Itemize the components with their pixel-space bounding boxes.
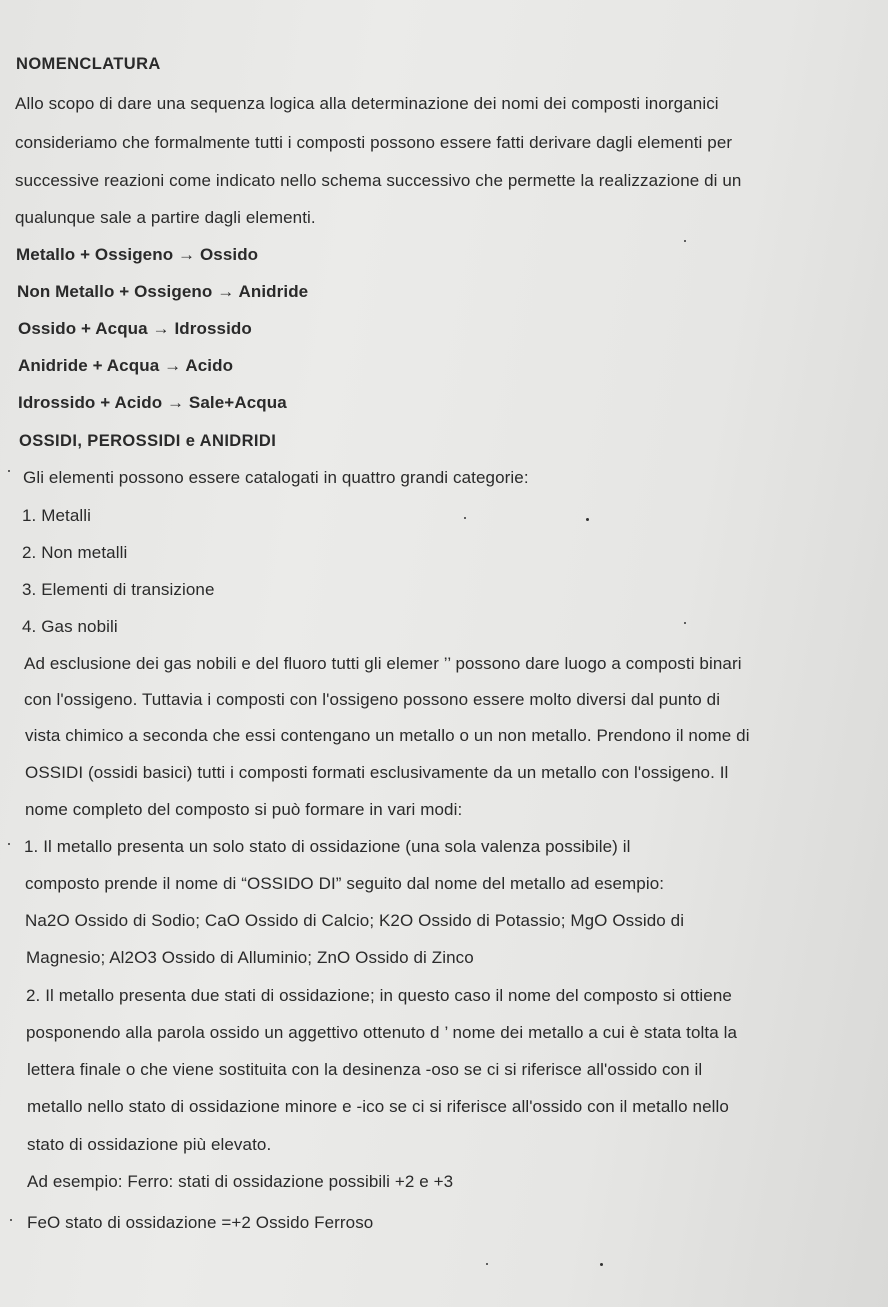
rule2-line: 2. Il metallo presenta due stati di ossidazione; in questo caso il nome del composto si ottiene xyxy=(26,986,732,1005)
rule2-line: posponendo alla parola ossido un aggettivo ottenuto d ’ nome dei metallo a cui è stata tolta la xyxy=(26,1023,738,1042)
reaction-line: Idrossido + Acido → Sale+Acqua xyxy=(18,393,287,412)
paper-speck xyxy=(10,1219,12,1221)
reaction-line: Anidride + Acqua → Acido xyxy=(18,356,234,375)
paragraph-line: con l'ossigeno. Tuttavia i composti con l'ossigeno possono essere molto diversi dal punto di xyxy=(24,690,721,709)
rule2-line: metallo nello stato di ossidazione minore e -ico se ci si riferisce all'ossido con il metallo nello xyxy=(27,1097,729,1116)
section-title: OSSIDI, PEROSSIDI e ANIDRIDI xyxy=(19,432,277,450)
example-line: FeO stato di ossidazione =+2 Ossido Ferroso xyxy=(27,1213,374,1232)
category-item: 1. Metalli xyxy=(22,506,92,525)
categories-intro: Gli elementi possono essere catalogati in quattro grandi categorie: xyxy=(23,468,529,487)
paper-speck xyxy=(684,622,686,624)
paragraph-line: vista chimico a seconda che essi contengano un metallo o un non metallo. Prendono il nome di xyxy=(25,726,750,745)
rule1-line: Magnesio; Al2O3 Ossido di Alluminio; ZnO Ossido di Zinco xyxy=(26,948,474,967)
rule2-line: stato di ossidazione più elevato. xyxy=(27,1135,272,1154)
reaction-line: Metallo + Ossigeno → Ossido xyxy=(16,245,259,264)
paragraph-line: OSSIDI (ossidi basici) tutti i composti formati esclusivamente da un metallo con l'ossigeno. Il xyxy=(25,763,729,782)
rule2-line: lettera finale o che viene sostituita con la desinenza -oso se ci si riferisce all'ossido con il xyxy=(27,1060,703,1079)
paragraph-line: Ad esclusione dei gas nobili e del fluoro tutti gli elemer ’’ possono dare luogo a composti binari xyxy=(24,654,742,673)
paper-speck xyxy=(464,517,466,519)
intro-line: consideriamo che formalmente tutti i composti possono essere fatti derivare dagli elementi per xyxy=(15,133,733,152)
paper-speck xyxy=(586,518,589,521)
rule1-line: 1. Il metallo presenta un solo stato di ossidazione (una sola valenza possibile) il xyxy=(24,837,631,856)
category-item: 3. Elementi di transizione xyxy=(22,580,215,599)
paper-speck xyxy=(8,470,10,472)
category-item: 2. Non metalli xyxy=(22,543,128,562)
example-line: Ad esempio: Ferro: stati di ossidazione possibili +2 e +3 xyxy=(27,1172,454,1191)
reaction-line: Non Metallo + Ossigeno → Anidride xyxy=(17,282,309,301)
paper-speck xyxy=(8,843,10,845)
rule1-line: Na2O Ossido di Sodio; CaO Ossido di Calcio; K2O Ossido di Potassio; MgO Ossido di xyxy=(25,911,685,930)
paper-speck xyxy=(684,240,686,242)
page-title: NOMENCLATURA xyxy=(16,55,161,73)
intro-line: Allo scopo di dare una sequenza logica alla determinazione dei nomi dei composti inorganici xyxy=(15,94,719,113)
paragraph-line: nome completo del composto si può formare in vari modi: xyxy=(25,800,463,819)
paper-speck xyxy=(600,1263,603,1266)
intro-line: successive reazioni come indicato nello schema successivo che permette la realizzazione di un xyxy=(15,171,742,190)
category-item: 4. Gas nobili xyxy=(22,617,118,636)
reaction-line: Ossido + Acqua → Idrossido xyxy=(18,319,252,338)
rule1-line: composto prende il nome di “OSSIDO DI” seguito dal nome del metallo ad esempio: xyxy=(25,874,665,893)
intro-line: qualunque sale a partire dagli elementi. xyxy=(15,208,316,227)
paper-speck xyxy=(486,1263,488,1265)
